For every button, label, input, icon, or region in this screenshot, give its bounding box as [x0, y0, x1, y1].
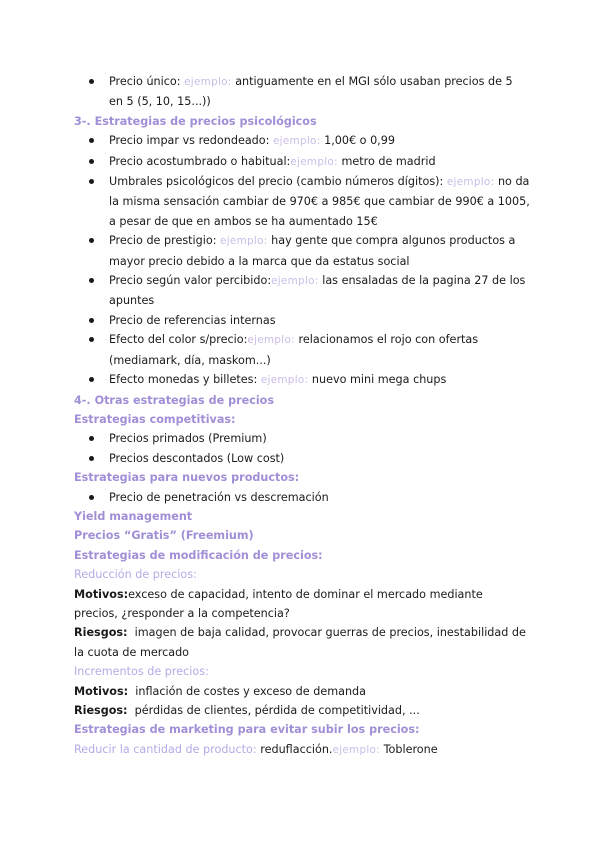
bullet-icon: [89, 79, 94, 84]
list-item: [74, 429, 530, 448]
reduce-quantity-text: reduflacción.: [260, 742, 333, 756]
example-text: Toblerone: [383, 742, 438, 756]
risks-text: pérdidas de clientes, pérdida de competitividad, ...: [134, 704, 420, 717]
reduce-quantity-line: [74, 740, 530, 760]
section-4-heading: 4-. Otras estrategias de precios: [74, 393, 275, 407]
item-label: Precios descontados (Low cost): [109, 451, 285, 465]
bullet-icon: [89, 436, 94, 441]
bullet-icon: [89, 337, 94, 342]
item-label: Precio acostumbrado o habitual:: [109, 154, 291, 168]
item-text: no da la misma sensación cambiar de 970€ a 985€ que cambiar de 990€ a 1005, a pesar de que en ambos se ha aumentado 15€: [109, 175, 530, 228]
bullet-icon: [89, 495, 94, 500]
list-item: [74, 330, 530, 370]
item-label: Efecto del color s/precio:: [109, 333, 248, 347]
competitive-strategies-heading: Estrategias competitivas:: [74, 412, 236, 426]
risks-text: imagen de baja calidad, provocar guerras de precios, inestabilidad de la cuota de mercado: [74, 626, 526, 659]
motives-label: Motivos:: [74, 684, 129, 698]
example-tag: ejemplo:: [290, 155, 338, 168]
list-item: [74, 231, 530, 271]
list-item: [74, 271, 530, 311]
bullet-icon: [89, 159, 94, 164]
bullet-icon: [89, 138, 94, 143]
example-tag: ejemplo:: [247, 334, 295, 347]
list-item: [74, 449, 530, 468]
bullet-icon: [89, 278, 94, 283]
marketing-heading: Estrategias de marketing para evitar subir los precios:: [74, 723, 420, 737]
item-text: nuevo mini mega chups: [311, 373, 447, 387]
item-label: Precios primados (Premium): [109, 432, 267, 446]
reduction-motives: [74, 585, 530, 624]
item-label: Precio de referencias internas: [109, 313, 276, 327]
list-item: [74, 131, 530, 151]
example-tag: ejemplo:: [332, 743, 381, 756]
list-item: [74, 311, 530, 330]
example-tag: ejemplo:: [184, 76, 232, 88]
item-label: Precio impar vs redondeado:: [109, 134, 270, 148]
item-text: 1,00€ o 0,99: [324, 134, 395, 148]
item-text: antiguamente en el MGI sólo usaban precios de 5 en 5 (5, 10, 15...)): [109, 75, 513, 109]
motives-text: exceso de capacidad, intento de dominar el mercado mediante precios, ¿responder a la competencia?: [74, 587, 483, 620]
item-label: Precio de penetración vs descremación: [109, 490, 329, 504]
price-increase-heading: Incrementos de precios:: [74, 665, 209, 679]
item-text: relacionamos el rojo con ofertas (mediamark, día, maskom...): [109, 333, 479, 367]
example-tag: ejemplo:: [260, 374, 309, 387]
list-item: [74, 488, 530, 507]
reduction-risks: [74, 623, 530, 662]
item-label: Precio de prestigio:: [109, 234, 217, 248]
example-tag: ejemplo:: [271, 275, 319, 288]
motives-label: Motivos:: [74, 587, 129, 601]
item-label: Efecto monedas y billetes:: [109, 373, 258, 387]
new-products-heading: Estrategias para nuevos productos:: [74, 471, 300, 485]
document-content: [74, 72, 530, 760]
section-3-heading: 3-. Estrategias de precios psicológicos: [74, 114, 317, 128]
yield-heading: Yield management: [74, 509, 193, 523]
bullet-icon: [89, 318, 94, 323]
item-label: Precio según valor percibido:: [109, 274, 272, 288]
example-tag: ejemplo:: [220, 235, 268, 248]
item-label: Umbrales psicológicos del precio (cambio números dígitos):: [109, 175, 444, 189]
motives-text: inflación de costes y exceso de demanda: [135, 684, 366, 698]
freemium-heading: Precios “Gratis” (Freemium): [74, 529, 254, 543]
bullet-icon: [89, 456, 94, 461]
item-label: Precio único:: [109, 75, 181, 88]
reduce-quantity-label: Reducir la cantidad de producto:: [74, 742, 257, 756]
item-text: hay gente que compra algunos productos a mayor precio debido a la marca que da estatus social: [109, 234, 516, 268]
example-tag: ejemplo:: [446, 176, 495, 189]
bullet-icon: [89, 179, 94, 184]
list-item: [74, 152, 530, 172]
example-tag: ejemplo:: [272, 135, 321, 148]
risks-label: Riesgos:: [74, 626, 128, 640]
item-text: las ensaladas de la pagina 27 de los apuntes: [109, 274, 526, 308]
price-modification-heading: Estrategias de modificación de precios:: [74, 548, 323, 562]
bullet-icon: [89, 377, 94, 382]
increase-motives: [74, 682, 530, 701]
bullet-icon: [89, 238, 94, 243]
list-item: [74, 370, 530, 390]
risks-label: Riesgos:: [74, 704, 128, 717]
price-reduction-heading: Reducción de precios:: [74, 568, 197, 582]
list-item: [74, 172, 530, 231]
item-text: metro de madrid: [341, 154, 436, 168]
increase-risks: [74, 701, 530, 720]
list-item: [74, 72, 530, 112]
